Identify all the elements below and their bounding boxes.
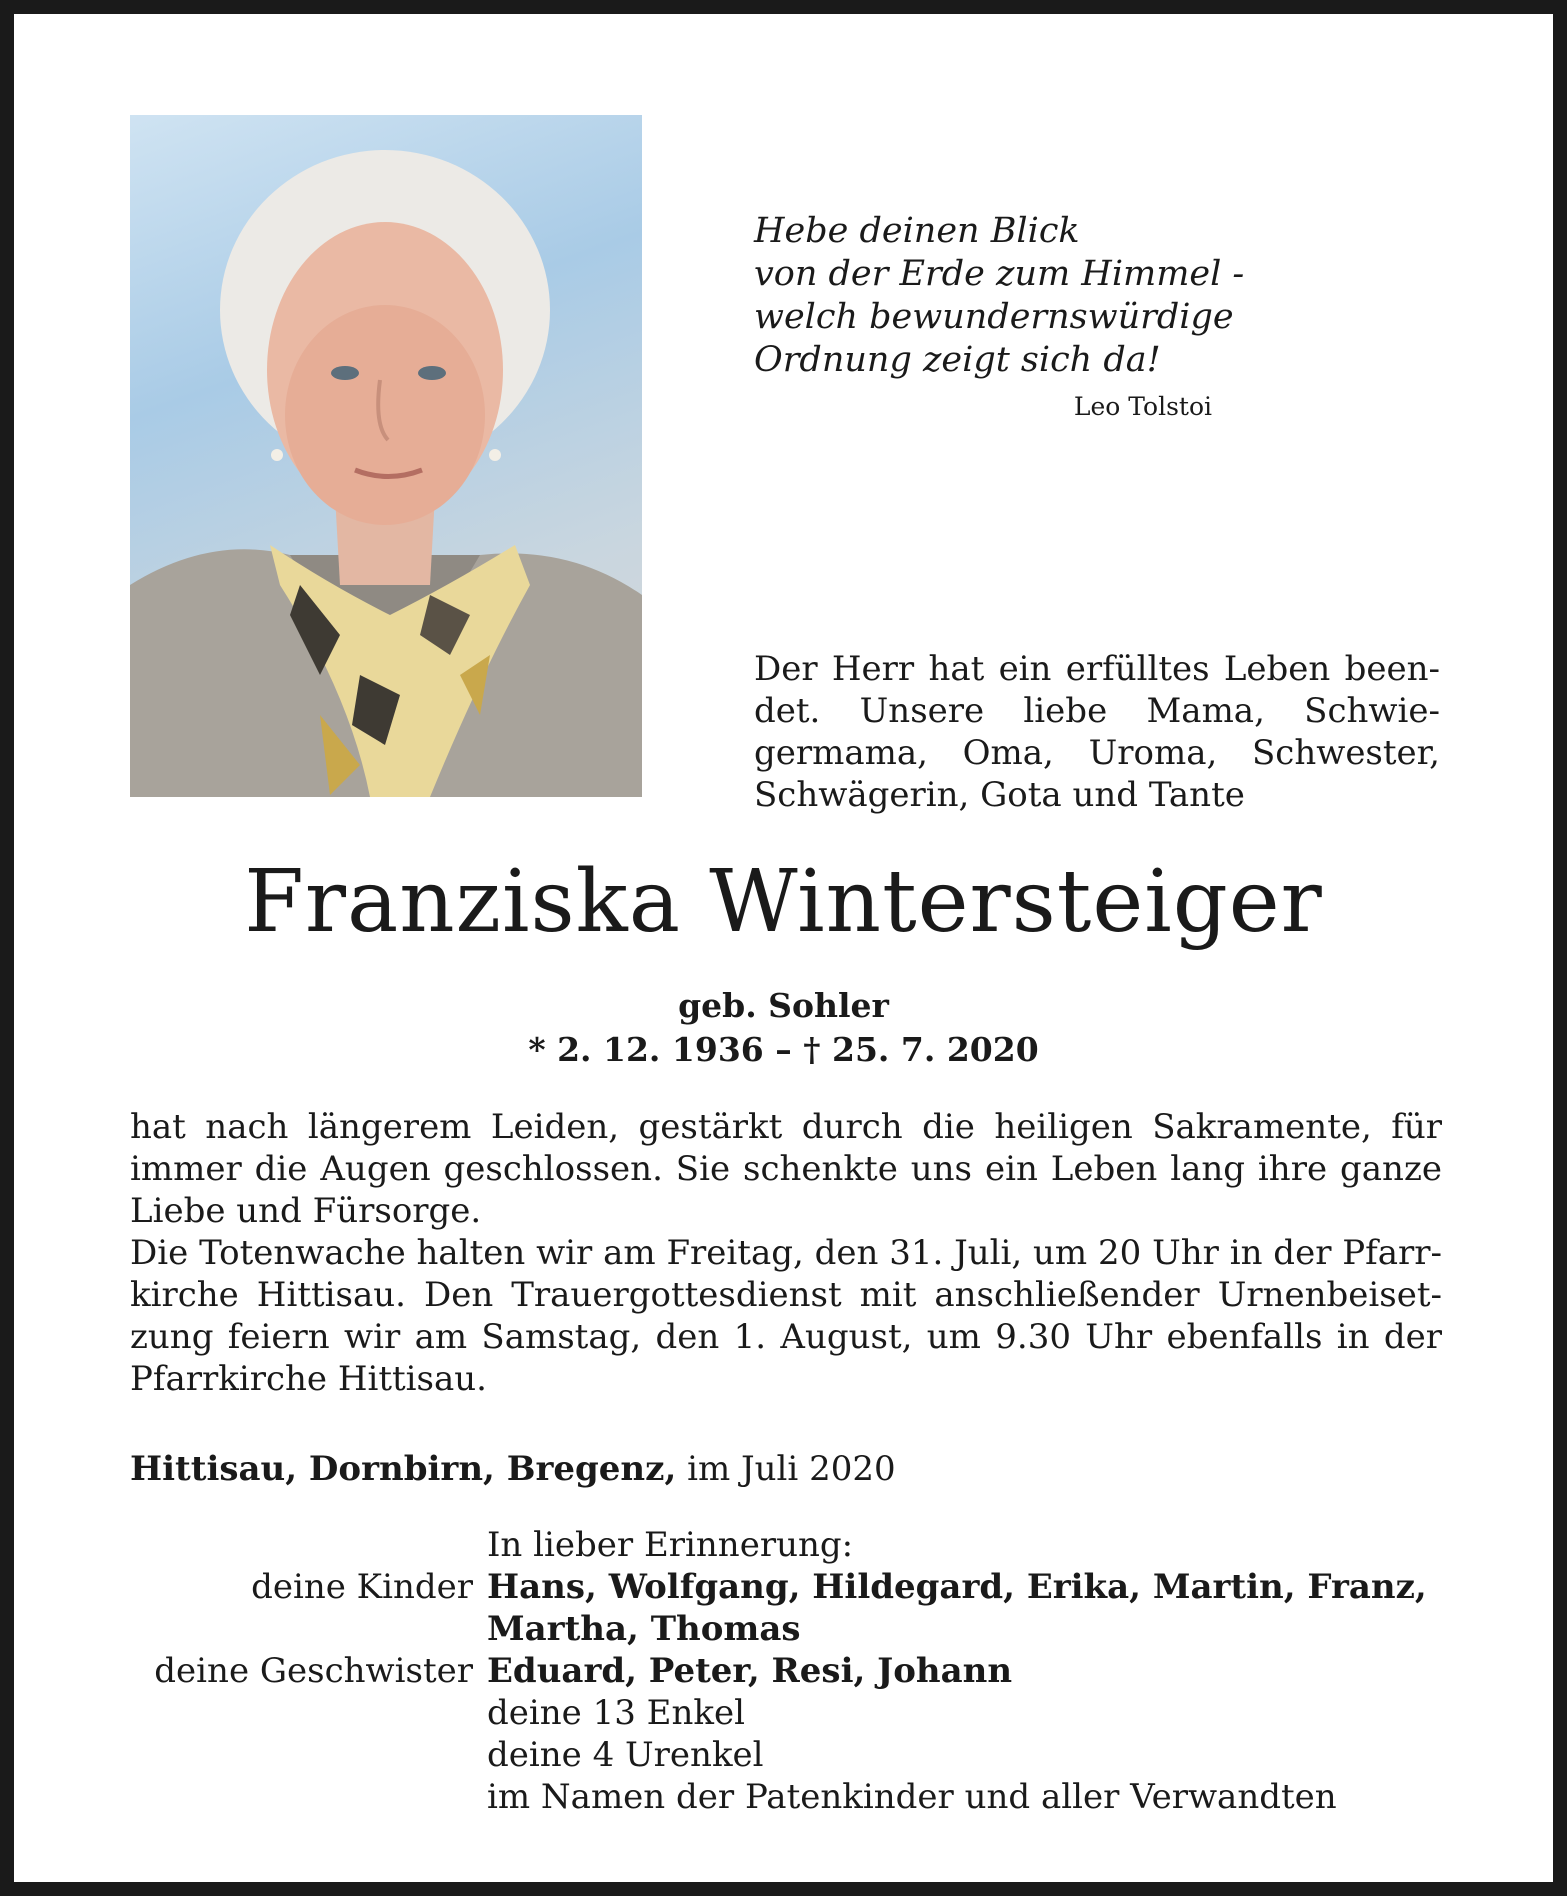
life-dates: * 2. 12. 1936 – † 25. 7. 2020 bbox=[528, 1030, 1039, 1069]
siblings-names: Eduard, Peter, Resi, Johann bbox=[487, 1651, 1013, 1691]
children-names: Martha, Thomas bbox=[487, 1609, 801, 1649]
great-grandchildren: deine 4 Urenkel bbox=[487, 1735, 764, 1775]
obituary-card bbox=[14, 14, 1553, 1882]
intro-line: Der Herr hat ein erfülltes Leben been- bbox=[754, 649, 1440, 689]
quote-line: welch bewundernswürdige bbox=[754, 297, 1234, 337]
siblings-label: deine Geschwister bbox=[154, 1651, 473, 1691]
children-names: Hans, Wolfgang, Hildegard, Erika, Martin, Franz, bbox=[487, 1567, 1427, 1607]
signatures bbox=[130, 1524, 1450, 1818]
quote-author: Leo Tolstoi bbox=[1073, 392, 1212, 421]
quote-line: Hebe deinen Blick bbox=[754, 211, 1080, 251]
body-line: Liebe und Fürsorge. bbox=[130, 1191, 482, 1231]
quote-line: von der Erde zum Himmel - bbox=[754, 254, 1245, 294]
body-line: Pfarrkirche Hittisau. bbox=[130, 1359, 487, 1399]
body-line: Die Totenwache halten wir am Freitag, den 31. Juli, um 20 Uhr in der Pfarr- bbox=[130, 1233, 1442, 1273]
quote bbox=[754, 210, 1245, 382]
place-names: Hittisau, Dornbirn, Bregenz, bbox=[130, 1449, 677, 1489]
quote-line: Ordnung zeigt sich da! bbox=[754, 340, 1161, 380]
deceased-name: Franziska Wintersteiger bbox=[244, 852, 1323, 952]
body-line: immer die Augen geschlossen. Sie schenkte uns ein Leben lang ihre ganze bbox=[130, 1149, 1442, 1189]
intro-text bbox=[754, 648, 1440, 816]
grandchildren: deine 13 Enkel bbox=[487, 1693, 745, 1733]
place-date bbox=[130, 1448, 1130, 1490]
date-text: im Juli 2020 bbox=[676, 1449, 896, 1489]
body-line: zung feiern wir am Samstag, den 1. August, um 9.30 Uhr ebenfalls in der bbox=[130, 1317, 1442, 1357]
body-line: hat nach längerem Leiden, gestärkt durch die heiligen Sakramente, für bbox=[130, 1107, 1442, 1147]
intro-line: germama, Oma, Uroma, Schwester, bbox=[754, 733, 1440, 773]
signatures-heading: In lieber Erinnerung: bbox=[487, 1525, 854, 1565]
body-line: kirche Hittisau. Den Trauergottesdienst mit anschließender Urnenbeiset- bbox=[130, 1275, 1442, 1315]
intro-line: det. Unsere liebe Mama, Schwie- bbox=[754, 691, 1440, 731]
portrait-photo bbox=[130, 115, 642, 797]
announcement-text bbox=[130, 1106, 1442, 1400]
intro-line: Schwägerin, Gota und Tante bbox=[754, 775, 1245, 815]
other-relatives: im Namen der Patenkinder und aller Verwandten bbox=[487, 1777, 1337, 1817]
children-label: deine Kinder bbox=[251, 1567, 473, 1607]
birth-name: geb. Sohler bbox=[678, 986, 889, 1025]
